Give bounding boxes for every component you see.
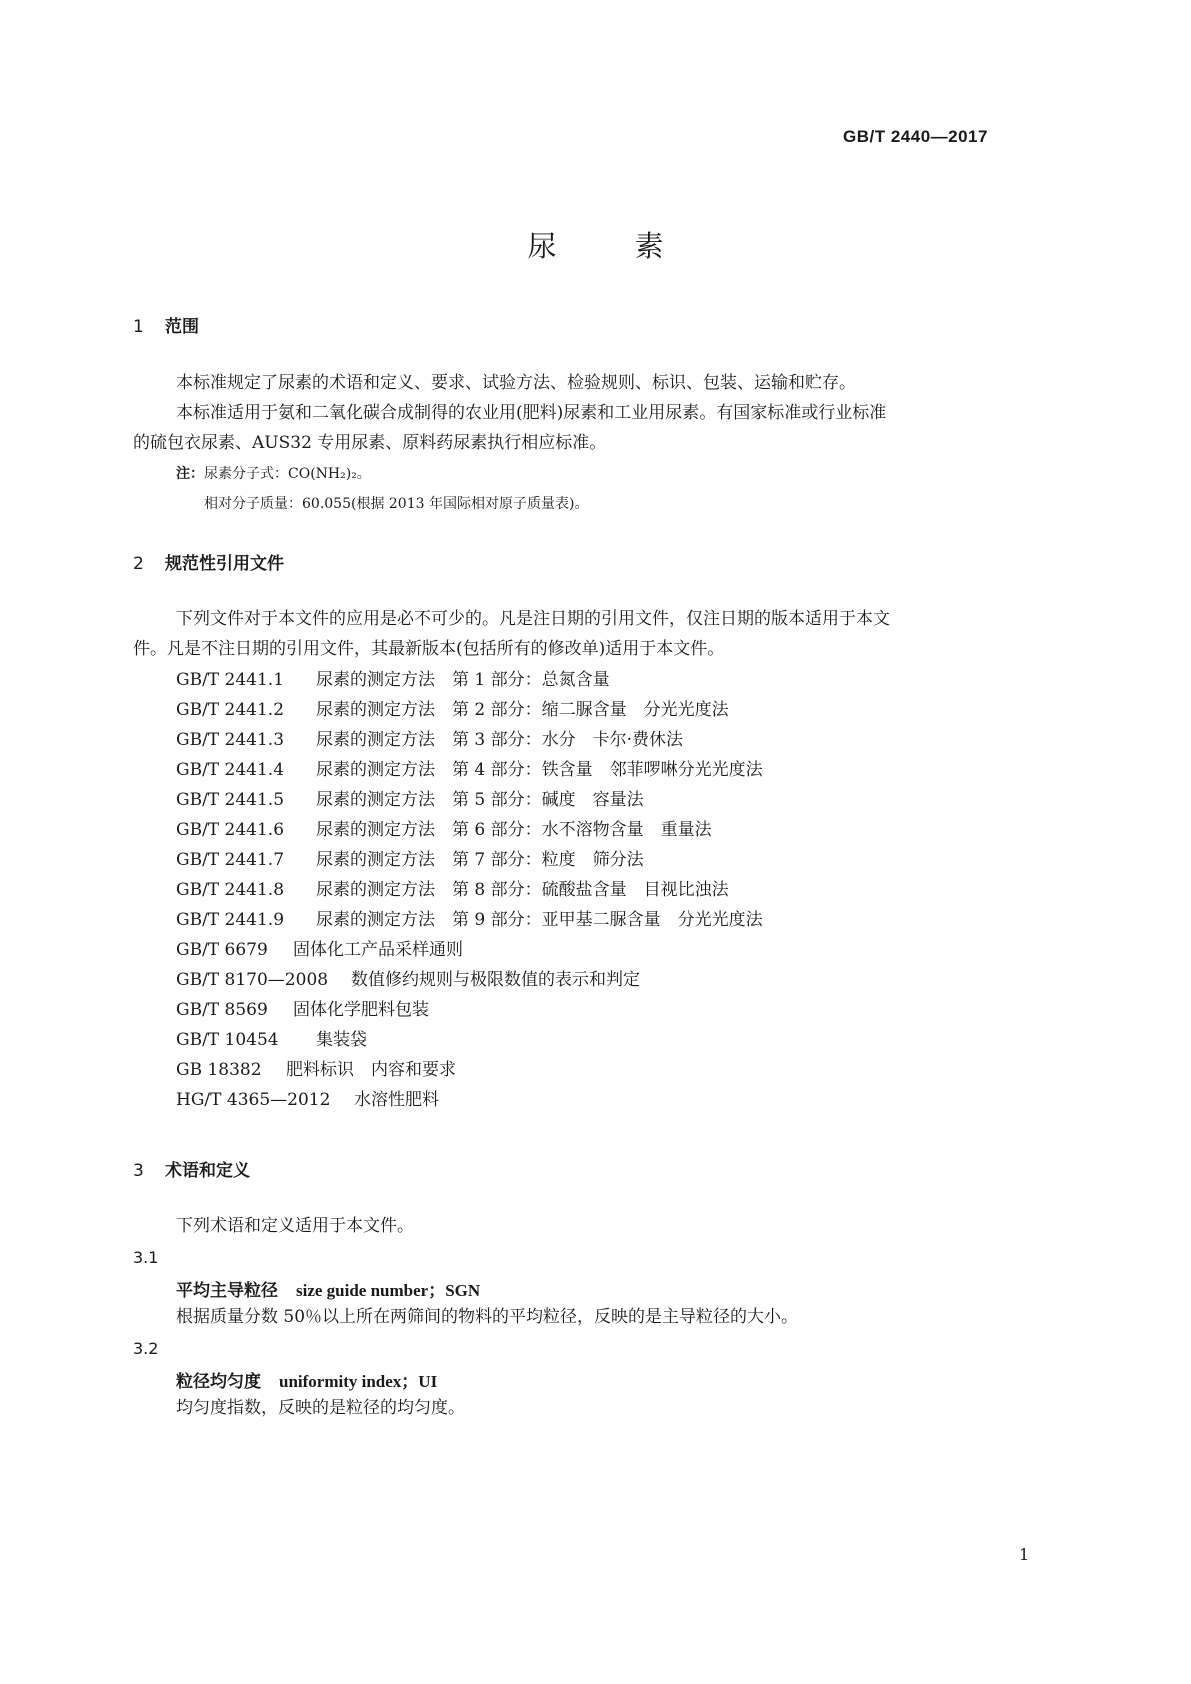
term-english: uniformity index；UI [279, 1372, 438, 1391]
reference-code: GB/T 2441.1 [176, 670, 285, 690]
reference-item [176, 785, 763, 815]
reference-title: 尿素的测定方法 第 2 部分：缩二脲含量 分光光度法 [316, 700, 729, 720]
note-label: 注： [176, 466, 204, 482]
reference-item [176, 995, 763, 1025]
reference-item [176, 815, 763, 845]
reference-item [176, 1085, 763, 1115]
reference-code: GB/T 2441.9 [176, 910, 285, 930]
reference-title: 固体化学肥料包装 [293, 1000, 429, 1020]
term-english: size guide number；SGN [296, 1281, 481, 1300]
reference-code: GB 18382 [176, 1060, 262, 1080]
reference-title: 尿素的测定方法 第 4 部分：铁含量 邻菲啰啉分光光度法 [316, 760, 763, 780]
scope-paragraph-2-line-1: 本标准适用于氨和二氧化碳合成制得的农业用(肥料)尿素和工业用尿素。有国家标准或行业标准 [176, 403, 887, 423]
term-definition: 根据质量分数 50％以上所在两筛间的物料的平均粒径，反映的是主导粒径的大小。 [176, 1307, 799, 1327]
reference-title: 尿素的测定方法 第 9 部分：亚甲基二脲含量 分光光度法 [316, 910, 763, 930]
section-number: 2 [133, 554, 144, 574]
reference-title: 尿素的测定方法 第 1 部分：总氮含量 [316, 670, 610, 690]
section-title: 术语和定义 [165, 1161, 250, 1181]
reference-title: 肥料标识 内容和要求 [286, 1060, 456, 1080]
reference-item [176, 935, 763, 965]
reference-item [176, 725, 763, 755]
reference-item [176, 665, 763, 695]
section-2-heading [133, 549, 284, 574]
scope-paragraph-1: 本标准规定了尿素的术语和定义、要求、试验方法、检验规则、标识、包装、运输和贮存。 [176, 373, 856, 393]
term-definition: 均匀度指数，反映的是粒径的均匀度。 [176, 1398, 465, 1418]
document-title [0, 224, 1191, 265]
reference-code: GB/T 8569 [176, 1000, 268, 1020]
section-3-heading [133, 1156, 250, 1181]
term-heading [176, 1276, 480, 1301]
reference-code: GB/T 2441.6 [176, 820, 285, 840]
reference-title: 尿素的测定方法 第 6 部分：水不溶物含量 重量法 [316, 820, 712, 840]
reference-item [176, 695, 763, 725]
reference-item [176, 1055, 763, 1085]
scope-note [176, 463, 371, 483]
reference-code: GB/T 6679 [176, 940, 268, 960]
reference-title: 数值修约规则与极限数值的表示和判定 [351, 970, 640, 990]
section-number: 1 [133, 317, 144, 337]
term-heading [176, 1367, 437, 1392]
reference-code: GB/T 2441.2 [176, 700, 285, 720]
reference-title: 尿素的测定方法 第 5 部分：碱度 容量法 [316, 790, 644, 810]
reference-item [176, 965, 763, 995]
section-title: 规范性引用文件 [165, 554, 284, 574]
reference-item [176, 875, 763, 905]
standard-number: GB/T 2440—2017 [843, 127, 988, 146]
term-number: 3.2 [133, 1339, 159, 1358]
reference-list [176, 665, 763, 1115]
section-number: 3 [133, 1161, 144, 1181]
reference-title: 固体化工产品采样通则 [293, 940, 463, 960]
reference-code: GB/T 2441.4 [176, 760, 285, 780]
section-1-heading [133, 312, 199, 337]
title-char-2: 素 [634, 229, 664, 263]
reference-item [176, 845, 763, 875]
reference-item [176, 1025, 763, 1055]
section-title: 范围 [165, 317, 199, 337]
reference-title: 尿素的测定方法 第 8 部分：硫酸盐含量 目视比浊法 [316, 880, 729, 900]
title-char-1: 尿 [527, 229, 557, 263]
reference-code: GB/T 10454 [176, 1030, 279, 1050]
note-line-1: 尿素分子式：CO(NH₂)₂。 [204, 466, 371, 482]
reference-code: GB/T 2441.7 [176, 850, 285, 870]
normative-intro-line-2: 件。凡是不注日期的引用文件，其最新版本(包括所有的修改单)适用于本文件。 [133, 639, 725, 659]
reference-title: 水溶性肥料 [354, 1090, 439, 1110]
reference-code: GB/T 2441.5 [176, 790, 285, 810]
reference-item [176, 755, 763, 785]
reference-item [176, 905, 763, 935]
scope-paragraph-2-line-2: 的硫包衣尿素、AUS32 专用尿素、原料药尿素执行相应标准。 [133, 433, 607, 453]
reference-code: GB/T 2441.8 [176, 880, 285, 900]
term-number: 3.1 [133, 1248, 159, 1267]
reference-title: 集装袋 [316, 1030, 367, 1050]
reference-title: 尿素的测定方法 第 3 部分：水分 卡尔·费休法 [316, 730, 684, 750]
term-chinese: 粒径均匀度 [176, 1372, 261, 1392]
reference-code: GB/T 8170—2008 [176, 970, 329, 990]
page-number: 1 [1019, 1545, 1030, 1564]
reference-code: HG/T 4365—2012 [176, 1090, 331, 1110]
note-line-2: 相对分子质量：60.055(根据 2013 年国际相对原子质量表)。 [204, 496, 589, 512]
reference-title: 尿素的测定方法 第 7 部分：粒度 筛分法 [316, 850, 644, 870]
term-chinese: 平均主导粒径 [176, 1281, 278, 1301]
normative-intro-line-1: 下列文件对于本文件的应用是必不可少的。凡是注日期的引用文件，仅注日期的版本适用于本文 [176, 609, 890, 629]
reference-code: GB/T 2441.3 [176, 730, 285, 750]
terms-intro: 下列术语和定义适用于本文件。 [176, 1216, 414, 1236]
